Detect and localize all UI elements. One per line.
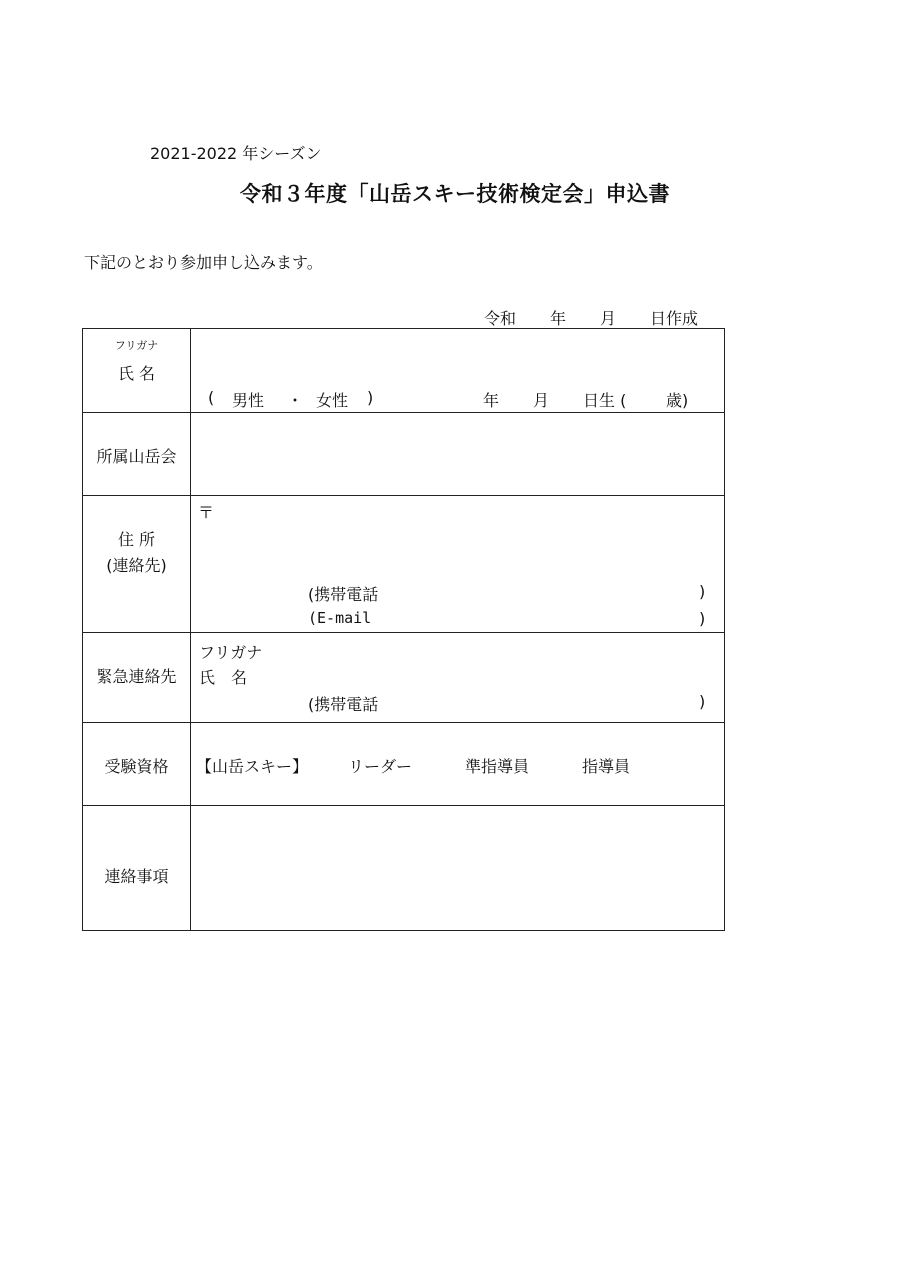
emergency-furigana-label: フリガナ <box>199 643 263 662</box>
email-label: (E-mail <box>308 609 372 627</box>
row-divider <box>83 722 724 723</box>
date-era: 令和 <box>484 309 517 328</box>
address-label: 住 所 <box>117 530 156 549</box>
qualification-leader-option[interactable]: リーダー <box>348 757 413 776</box>
date-month: 月 <box>600 309 617 328</box>
season-label: 2021-2022 年シーズン <box>150 144 322 163</box>
name-label: 氏 名 <box>117 364 156 383</box>
row-divider <box>83 632 724 633</box>
email-close: ) <box>699 609 706 628</box>
qualification-assistant-instructor-option[interactable]: 準指導員 <box>465 757 530 776</box>
qualification-label: 受験資格 <box>104 757 169 776</box>
address-contact-label: (連絡先) <box>106 556 167 575</box>
club-field[interactable] <box>191 413 724 495</box>
address-mobile-close: ) <box>699 582 706 601</box>
name-furigana-label: フリガナ <box>114 339 159 352</box>
qualification-category: 【山岳スキー】 <box>196 757 309 776</box>
date-year: 年 <box>550 309 567 328</box>
emergency-mobile-close: ) <box>699 692 706 711</box>
document-title: 令和３年度「山岳スキー技術検定会」申込書 <box>240 182 670 206</box>
intro-text: 下記のとおり参加申し込みます。 <box>84 253 323 272</box>
birth-year-label: 年 <box>483 391 500 410</box>
gender-male-option[interactable]: 男性 <box>232 391 265 410</box>
notes-label: 連絡事項 <box>104 867 169 886</box>
qualification-instructor-option[interactable]: 指導員 <box>582 757 631 776</box>
birth-month-label: 月 <box>533 391 550 410</box>
address-mobile-label: (携帯電話 <box>308 585 379 604</box>
club-label: 所属山岳会 <box>96 447 177 466</box>
gender-separator: ・ <box>287 391 304 410</box>
gender-open-paren: ( <box>208 388 215 407</box>
gender-female-option[interactable]: 女性 <box>316 391 349 410</box>
emergency-contact-label: 緊急連絡先 <box>96 667 177 686</box>
age-label: 歳) <box>666 391 689 410</box>
application-form-table <box>82 328 725 931</box>
postal-mark: 〒 <box>198 503 215 522</box>
emergency-mobile-label: (携帯電話 <box>308 695 379 714</box>
row-divider <box>83 495 724 496</box>
birth-day-label: 日生 ( <box>583 391 627 410</box>
gender-close-paren: ) <box>367 388 374 407</box>
emergency-name-label: 氏 名 <box>199 668 248 687</box>
date-day: 日作成 <box>650 309 699 328</box>
notes-field[interactable] <box>191 806 724 930</box>
